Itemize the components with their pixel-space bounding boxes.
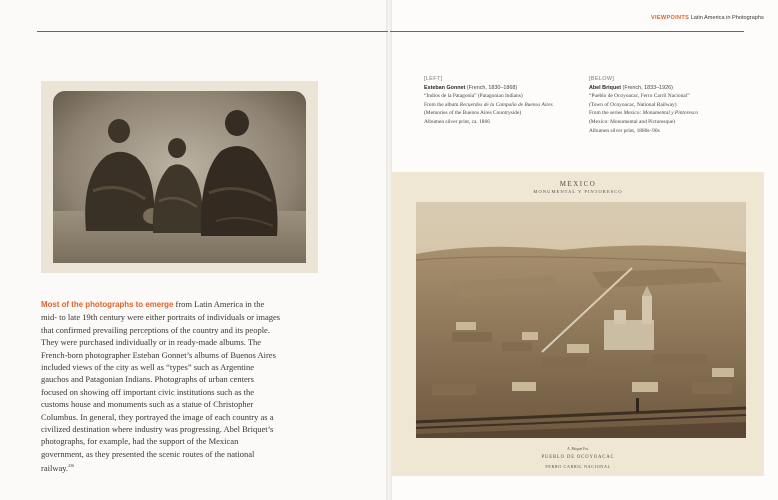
caption-left-source: [424, 101, 574, 110]
caption-right-series-translation: (Mexico: Monumental and Picturesque): [589, 118, 676, 125]
caption-left-tag: [LEFT]: [424, 76, 443, 82]
caption-right-tag: [BELOW]: [589, 76, 615, 82]
patagonian-photo-image: [41, 81, 318, 273]
caption-right-series: Mexico: Monumental y Pintoresco: [623, 110, 699, 117]
caption-left-album: Recuerdos de la Campaña de Buenos Aires: [459, 101, 553, 108]
caption-right-translation: (Town of Ocoyoacac, National Railway): [589, 101, 677, 108]
mexico-photo-place: PUEBLO DE OCOYOACAC: [541, 455, 615, 460]
caption-right-credit: [589, 84, 739, 93]
mexico-photo-title: MEXICO: [559, 180, 597, 188]
mexico-photo-subtitle: MONUMENTAL Y PINTORESCO: [533, 189, 623, 194]
footnote-mark: 236: [68, 463, 75, 469]
running-header: [651, 15, 764, 21]
caption-left-translation: (Memories of the Buenos Aires Countryside): [424, 110, 522, 117]
caption-right-source-prefix: From the series: [589, 110, 624, 117]
photo-pueblo-de-ocoyoacac: [392, 172, 764, 476]
mexico-photo-railway: FERRO CARRIL NACIONAL: [545, 464, 611, 469]
caption-right-artist: Abel Briquet: [589, 84, 622, 91]
caption-left-artist: Esteban Gonnet: [424, 84, 466, 91]
ocoyoacac-photo-image: [392, 172, 764, 476]
mexico-photo-credit: A. Briquet Fot.: [567, 447, 589, 451]
section-label: VIEWPOINTS: [651, 15, 690, 21]
header-rule-left: [37, 31, 388, 32]
caption-right-dates: (French, 1833–1926): [621, 84, 673, 91]
caption-left-title: “Indios de la Patagonia” (Patagonian Indians): [424, 93, 523, 100]
lead-in: Most of the photographs to emerge: [41, 300, 174, 309]
caption-left-dates: (French, 1830–1868): [465, 84, 518, 91]
running-title: Latin America in Photographs: [690, 15, 764, 21]
header-rule-right: [390, 31, 744, 32]
caption-right: [589, 75, 739, 135]
caption-left: [424, 75, 574, 127]
caption-left-medium: Albumen silver print, ca. 1866: [424, 118, 490, 125]
caption-right-title: “Pueblo de Ocoyoacac, Ferro Carril Nacional”: [589, 93, 690, 100]
photo-patagonian-indians: [41, 81, 318, 273]
caption-left-source-prefix: From the album: [424, 101, 460, 108]
body-paragraph: [41, 298, 281, 475]
body-text: from Latin America in the mid- to late 19th century were either portraits of individuals or images that confirmed prevailing perceptions of the country and its people. They were purchased individually or in ready-made albums. The French-born photographer Esteban Gonnet’s albums of Buenos Aires included views of the city as well as “types” such as Argentine gauchos and Patagonian Indians. Photographs of urban centers focused on showing off important civic institutions such as the customs house and monuments such as a statue of Christopher Columbus. In general, they portrayed the image of each country as a civilized destination where industry was progressing. Abel Briquet’s photographs, for example, had the support of the Mexican government, as they presented the scenic routes of the national railway.: [41, 299, 281, 474]
caption-right-source: [589, 109, 739, 118]
caption-left-credit: [424, 84, 574, 93]
caption-right-medium: Albumen silver print, 1880s–90s: [589, 127, 660, 134]
